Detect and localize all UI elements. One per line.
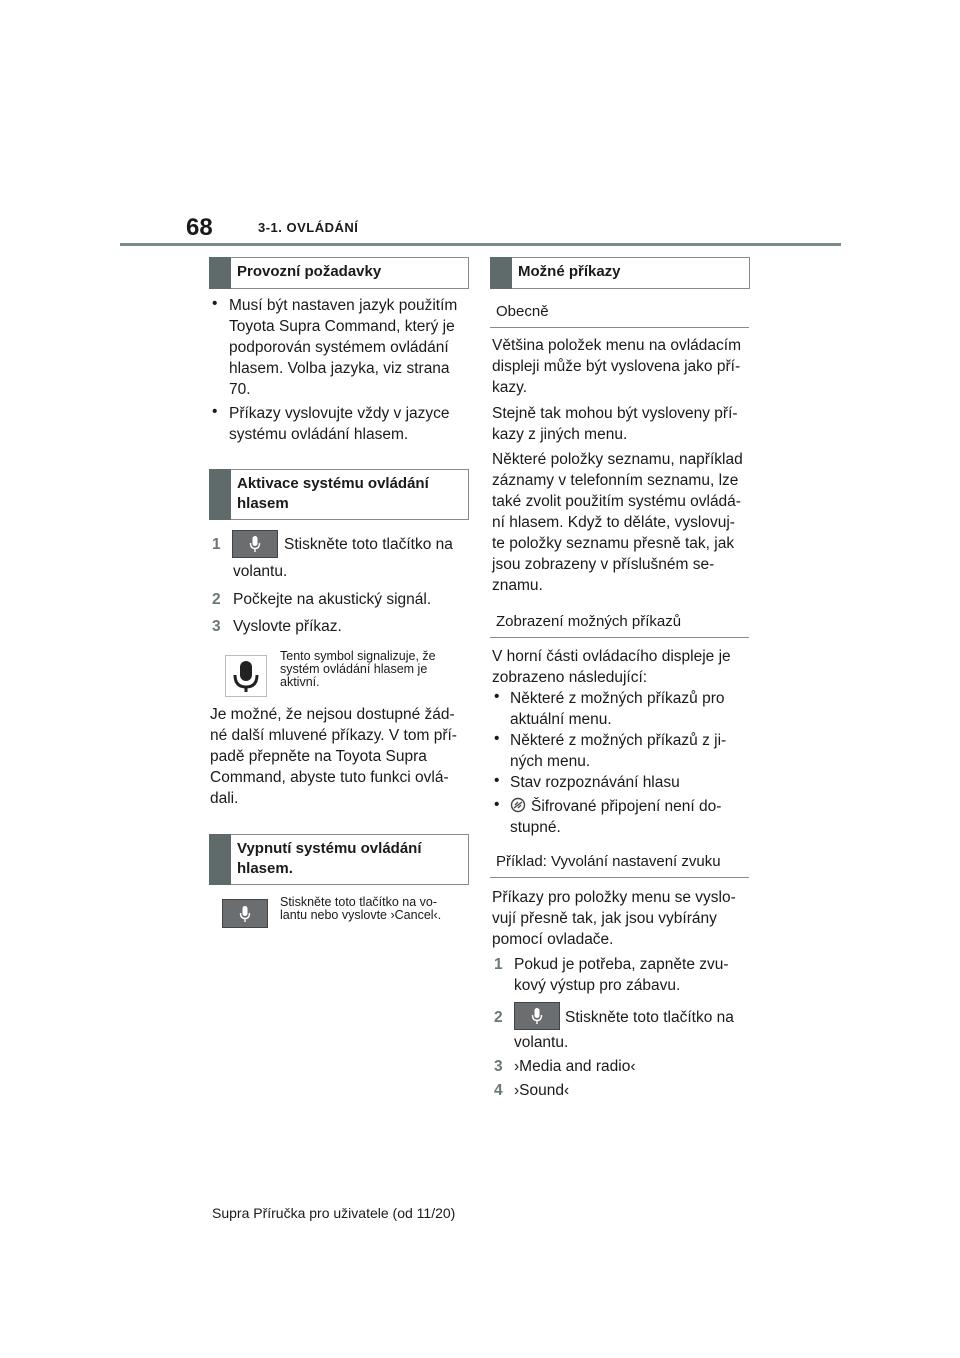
- heading-text: Možné příkazy: [518, 263, 621, 280]
- text-line: Stejně tak mohou být vysloveny pří-: [492, 405, 738, 422]
- text-line: hlasem: [237, 495, 289, 512]
- text-line: záznamy v telefonním seznamu, lze: [492, 472, 739, 489]
- text-line: padě přepněte na Toyota Supra: [210, 748, 427, 765]
- text-line: Je možné, že nejsou dostupné žád-: [210, 706, 455, 723]
- general-paragraph-3: [492, 449, 743, 596]
- step-number: 2: [494, 1009, 503, 1026]
- text-line: vují přesně tak, jak jsou vybírány: [492, 910, 717, 927]
- text-line: Příkazy pro položky menu se vyslo-: [492, 889, 736, 906]
- heading-bar: [209, 469, 231, 520]
- text-line: znamu.: [492, 577, 543, 594]
- microphone-icon: [239, 905, 251, 923]
- text-line: ných menu.: [510, 753, 591, 770]
- bullet-marker: •: [494, 688, 500, 705]
- text-line: Většina položek menu na ovládacím: [492, 337, 742, 354]
- step-3-text: Vyslovte příkaz.: [233, 618, 342, 635]
- heading-text: Provozní požadavky: [237, 263, 382, 280]
- text-line: dali.: [210, 790, 239, 807]
- header-rule: [120, 243, 841, 246]
- bullet-marker: •: [212, 295, 218, 312]
- req-bullet-2: [229, 403, 450, 445]
- step-number: 4: [494, 1082, 503, 1099]
- text-line: V horní části ovládacího displeje je: [492, 648, 731, 665]
- text-line: Musí být nastaven jazyk použitím: [229, 297, 458, 314]
- step-3: [212, 616, 221, 637]
- general-paragraph-2: [492, 403, 738, 445]
- display-bullet-4: [531, 796, 721, 817]
- bullet-marker: •: [494, 796, 500, 813]
- text-line: né další mluvené příkazy. V tom pří-: [210, 727, 457, 744]
- example-paragraph: [492, 887, 736, 950]
- subheading-text: Příklad: Vyvolání nastavení zvuku: [496, 853, 721, 870]
- text-line: Některé položky seznamu, například: [492, 451, 743, 468]
- text-line: Vypnutí systému ovládání: [237, 840, 422, 857]
- page-number: 68: [186, 214, 213, 241]
- text-line: lantu nebo vyslovte ›Cancel‹.: [280, 908, 442, 922]
- example-step-2: [494, 1007, 503, 1028]
- text-line: Stiskněte toto tlačítko na vo-: [280, 895, 438, 909]
- display-bullet-2: [510, 730, 726, 772]
- example-step-2-text-cont: volantu.: [514, 1034, 569, 1051]
- text-line: pomocí ovladače.: [492, 931, 614, 948]
- text-line: displeji může být vyslovena jako pří-: [492, 358, 741, 375]
- microphone-icon: [227, 657, 265, 695]
- step-number: 3: [494, 1058, 503, 1075]
- bullet-marker: •: [212, 403, 218, 420]
- subheading-text: Obecně: [496, 303, 549, 320]
- display-paragraph: [492, 646, 731, 688]
- text-line: aktivní.: [280, 675, 320, 689]
- bullet-marker: •: [494, 772, 500, 789]
- mic-button-image: [514, 1002, 560, 1030]
- display-bullet-4-cont: stupné.: [510, 819, 561, 836]
- text-line: podporován systémem ovládání: [229, 339, 449, 356]
- heading-commands: [490, 257, 750, 289]
- text-line: Toyota Supra Command, který je: [229, 318, 455, 335]
- microphone-icon: [531, 1007, 543, 1025]
- display-bullet-1: [510, 688, 725, 730]
- mic-button-image: [222, 899, 268, 928]
- subheading-example: [490, 847, 749, 878]
- example-step-1: [494, 954, 503, 975]
- text-line: Pokud je potřeba, zapněte zvu-: [514, 956, 729, 973]
- microphone-icon: [249, 535, 261, 553]
- display-bullet-3: [510, 772, 680, 793]
- heading-activation: [209, 469, 469, 520]
- text-line: Šifrované připojení není do-: [531, 798, 722, 815]
- text-line: kový výstup pro zábavu.: [514, 977, 681, 994]
- text-line: Příkazy vyslovujte vždy v jazyce: [229, 405, 450, 422]
- no-encryption-icon: [510, 797, 526, 813]
- heading-bar: [209, 257, 231, 289]
- subheading-text: Zobrazení možných příkazů: [496, 613, 682, 630]
- step-1: [212, 534, 221, 555]
- step-number: 1: [212, 536, 221, 553]
- step-1-text: Stiskněte toto tlačítko na: [284, 536, 453, 553]
- heading-text: [237, 839, 462, 879]
- text-line: aktuální menu.: [510, 711, 612, 728]
- example-step-4: [494, 1080, 503, 1101]
- example-step-1-text: [514, 954, 729, 996]
- step-1-text-cont: volantu.: [233, 563, 288, 580]
- general-paragraph-1: [492, 335, 741, 398]
- text-line: jsou zobrazeny v příslušném se-: [492, 556, 715, 573]
- example-step-3-text: ›Media and radio‹: [514, 1058, 636, 1075]
- text-line: ní hlasem. Když to děláte, vyslovuj-: [492, 514, 735, 531]
- heading-text: [237, 474, 462, 514]
- text-line: kazy.: [492, 379, 528, 396]
- example-step-4-text: ›Sound‹: [514, 1082, 570, 1099]
- deactivation-note: [280, 896, 441, 922]
- req-bullet-1: [229, 295, 457, 400]
- text-line: Některé z možných příkazů pro: [510, 690, 725, 707]
- text-line: hlasem.: [237, 860, 293, 877]
- text-line: systém ovládání hlasem je: [280, 662, 428, 676]
- text-line: zobrazeno následující:: [492, 669, 648, 686]
- step-number: 1: [494, 956, 503, 973]
- text-line: te položky seznamu přesně tak, jak: [492, 535, 735, 552]
- symbol-note: [280, 650, 436, 689]
- step-2: [212, 589, 221, 610]
- example-step-3: [494, 1056, 503, 1077]
- heading-bar: [209, 834, 231, 885]
- bullet-marker: •: [494, 730, 500, 747]
- step-2-text: Počkejte na akustický signál.: [233, 591, 432, 608]
- mic-button-image: [232, 530, 278, 558]
- subheading-display: [490, 607, 749, 638]
- text-line: Některé z možných příkazů z ji-: [510, 732, 727, 749]
- text-line: Aktivace systému ovládání: [237, 475, 429, 492]
- text-line: 70.: [229, 381, 251, 398]
- example-step-2-text: Stiskněte toto tlačítko na: [565, 1009, 734, 1026]
- heading-bar: [490, 257, 512, 289]
- text-line: systému ovládání hlasem.: [229, 426, 409, 443]
- text-line: také zvolit použitím systému ovládá-: [492, 493, 741, 510]
- text-line: hlasem. Volba jazyka, viz strana: [229, 360, 450, 377]
- availability-paragraph: [210, 704, 457, 809]
- page-footer: Supra Příručka pro uživatele (od 11/20): [212, 1205, 456, 1221]
- text-line: Command, abyste tuto funkci ovlá-: [210, 769, 449, 786]
- subheading-general: [490, 297, 749, 328]
- text-line: Tento symbol signalizuje, že: [280, 649, 436, 663]
- symbol-frame: [225, 655, 267, 697]
- text-line: kazy z jiných menu.: [492, 426, 628, 443]
- text-line: Stav rozpoznávání hlasu: [510, 774, 680, 791]
- step-number: 3: [212, 618, 221, 635]
- section-title: 3-1. OVLÁDÁNÍ: [258, 220, 359, 235]
- heading-deactivation: [209, 834, 469, 885]
- step-number: 2: [212, 591, 221, 608]
- heading-requirements: [209, 257, 469, 289]
